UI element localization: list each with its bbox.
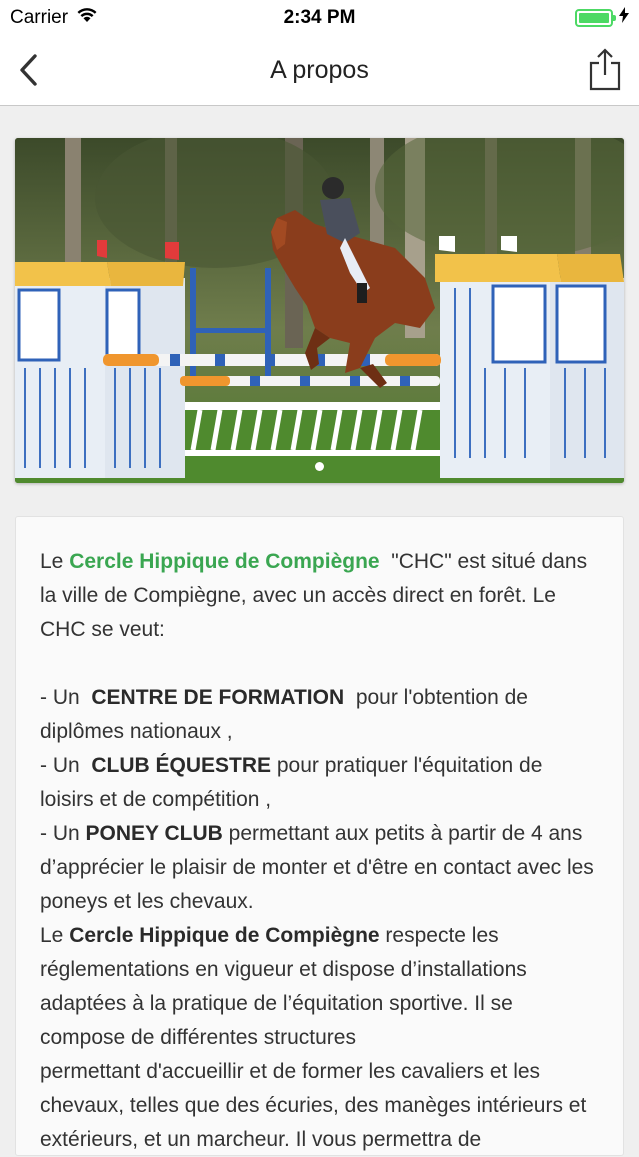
- intro-suffix: "CHC" est situé dans la ville de Compiègne, avec un accès direct en forêt. Le CHC se veut:: [40, 550, 588, 641]
- carrier-label: Carrier: [10, 7, 69, 28]
- battery-fill: [579, 13, 609, 23]
- facilities-paragraph: [40, 919, 599, 1055]
- back-button[interactable]: [8, 50, 48, 90]
- paragraph-spacer: [40, 647, 599, 681]
- share-icon: [588, 47, 622, 91]
- navigation-bar: [0, 36, 639, 106]
- page-title: A propos: [270, 56, 369, 84]
- status-time: 2:34 PM: [283, 7, 356, 28]
- wifi-icon: [76, 7, 98, 29]
- list-item-bold: CENTRE DE FORMATION: [91, 686, 345, 709]
- carousel-page-indicator[interactable]: [15, 462, 624, 471]
- list-item-suffix: pour l'obtention de diplômes nationaux ,: [40, 686, 528, 743]
- list-item-suffix: permettant aux petits à partir de 4 ans d’apprécier le plaisir de monter et d'être en contact avec les poneys et les chevaux.: [40, 822, 594, 913]
- about-description-card: [15, 516, 624, 1156]
- list-item-centre-formation: [40, 681, 599, 749]
- status-bar: [0, 0, 639, 36]
- list-item-prefix: - Un: [40, 754, 86, 777]
- hero-image-carousel[interactable]: [15, 138, 624, 483]
- show-jumping-photo: [15, 138, 624, 483]
- list-item-bold: PONEY CLUB: [85, 822, 223, 845]
- facilities-paragraph-continued: permettant d'accueillir et de former les cavaliers et les chevaux, telles que des écuries, des manèges intérieurs et extérieurs, et un marcheur. Il vous permettra de: [40, 1060, 587, 1151]
- list-item-suffix: pour pratiquer l'équitation de loisirs et de compétition ,: [40, 754, 543, 811]
- list-item-prefix: - Un: [40, 686, 86, 709]
- charging-icon: [619, 7, 629, 29]
- status-right: [575, 7, 629, 29]
- carousel-dot-active[interactable]: [315, 462, 324, 471]
- list-item-club-equestre: [40, 749, 599, 817]
- battery-icon: [575, 9, 613, 27]
- list-item-poney-club: [40, 817, 599, 919]
- share-button[interactable]: [583, 44, 627, 94]
- club-name-link[interactable]: Cercle Hippique de Compiègne: [69, 550, 380, 573]
- intro-prefix: Le: [40, 550, 70, 573]
- chevron-left-icon: [16, 53, 40, 87]
- club-name-bold: Cercle Hippique de Compiègne: [69, 924, 380, 947]
- list-item-bold: CLUB ÉQUESTRE: [91, 754, 272, 777]
- facilities-prefix: Le: [40, 924, 70, 947]
- facilities-line1: respecte les réglementations en vigueur et dispose d’installations adaptées à la pratique de l’équitation sportive. Il se compose de différentes structures: [40, 924, 527, 1049]
- list-item-prefix: - Un: [40, 822, 86, 845]
- intro-paragraph: [40, 545, 599, 647]
- status-left: [10, 7, 98, 29]
